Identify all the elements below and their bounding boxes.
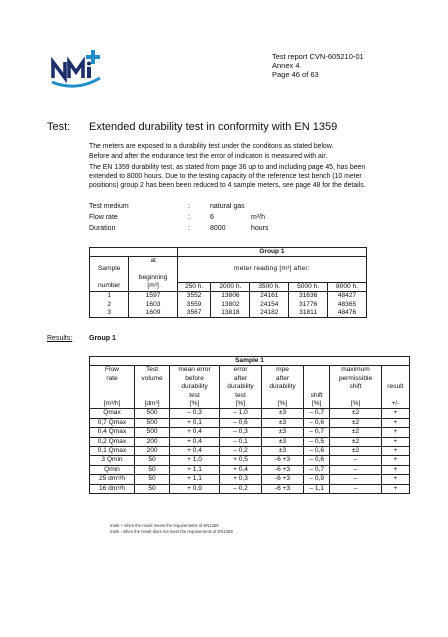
- col-header: +/-: [381, 400, 409, 409]
- col-header: [304, 366, 330, 375]
- cell: +: [381, 437, 409, 446]
- annex-label: Annex 4: [272, 61, 300, 70]
- header-row: [90, 392, 410, 400]
- cell: 1603: [129, 301, 177, 309]
- col-header: permissible: [330, 375, 381, 383]
- param-colon: :: [188, 214, 190, 221]
- cell: 31811: [289, 309, 328, 318]
- header-row: [90, 375, 410, 383]
- col-header: [330, 392, 381, 400]
- report-number: Test report CVN-605210-01: [272, 52, 364, 61]
- cell: -6 +3: [262, 465, 304, 474]
- cell: – 0,6: [304, 418, 330, 427]
- cell: 2: [90, 301, 129, 309]
- col-header: [381, 366, 409, 375]
- nmi-logo: [48, 48, 110, 94]
- cell: – 0,9: [304, 475, 330, 484]
- meter-reading-table: [89, 247, 367, 318]
- paragraph-line: extended to 8000 hours. Due to the testing capacity of the reference test bench (10 meter: [89, 173, 362, 180]
- cell: -6 +3: [262, 484, 304, 493]
- paragraph-line: The EN 1359 durability test, as stated from page 36 up to and including page 45, has been: [89, 164, 366, 171]
- cell: – 0,1: [219, 437, 261, 446]
- table-row: [90, 437, 410, 446]
- cell: +: [381, 484, 409, 493]
- cell: +: [381, 428, 409, 437]
- col-header: Test: [134, 366, 169, 375]
- meter-reading-header: meter reading [m³] after:: [177, 257, 366, 282]
- cell: 0,4 Qmax: [90, 428, 135, 437]
- param-unit: hours: [251, 225, 269, 232]
- col-header: result: [381, 383, 409, 391]
- cell: ±3: [262, 428, 304, 437]
- table-row: [90, 409, 410, 418]
- test-label: Test:: [47, 121, 71, 133]
- cell: 0,2 Qmax: [90, 437, 135, 446]
- paragraph-line: positions) group 2 has been been reduced to 4 sample meters, see page 48 for the details.: [89, 182, 366, 189]
- param-label: Flow rate: [89, 214, 118, 221]
- header-row: [90, 400, 410, 409]
- hour-header: 3500 h.: [250, 282, 289, 291]
- param-value: 8000: [210, 225, 226, 232]
- cell: 24161: [250, 292, 289, 301]
- table-row: [90, 428, 410, 437]
- table-row: [90, 309, 367, 318]
- col-header: test: [219, 392, 261, 400]
- table-row: [90, 418, 410, 427]
- col-header-sample: number: [90, 282, 129, 291]
- hour-header: 8000 h.: [328, 282, 367, 291]
- cell: 200: [134, 447, 169, 456]
- paragraph-line: Before and after the endurance test the error of indicaton is measured with air.: [89, 153, 328, 160]
- cell: Qmax: [90, 409, 135, 418]
- cell: 200: [134, 437, 169, 446]
- page-number: Page 46 of 63: [272, 70, 319, 79]
- cell: – 0,2: [219, 484, 261, 493]
- cell: – 0,5: [304, 437, 330, 446]
- cell: 13806: [211, 292, 250, 301]
- cell: – 1,1: [304, 484, 330, 493]
- group-label: Group 1: [89, 335, 116, 342]
- table-row: [90, 456, 410, 465]
- col-header: [134, 383, 169, 391]
- cell: 3 Qmin: [90, 456, 135, 465]
- cell: + 0,4: [170, 437, 220, 446]
- cell: – 1,0: [219, 409, 261, 418]
- cell: ±2: [330, 428, 381, 437]
- col-header-sample: Sample: [90, 257, 129, 274]
- cell: 50: [134, 475, 169, 484]
- cell: 0,7 Qmax: [90, 418, 135, 427]
- cell: ±2: [330, 447, 381, 456]
- note-line: mark + when the result meets the requirements of EN1359: [110, 523, 219, 528]
- cell: 50: [134, 465, 169, 474]
- col-header: durability: [219, 383, 261, 391]
- cell: 3: [90, 309, 129, 318]
- cell: 24154: [250, 301, 289, 309]
- cell: + 1,0: [170, 456, 220, 465]
- col-header: maximum: [330, 366, 381, 375]
- col-header: [304, 383, 330, 391]
- cell: +: [381, 409, 409, 418]
- cell: + 0,3: [219, 475, 261, 484]
- col-header: Flow: [90, 366, 135, 375]
- cell: + 1,1: [170, 475, 220, 484]
- test-title: Extended durability test in conformity with EN 1359: [89, 121, 338, 133]
- col-header: [134, 392, 169, 400]
- cell: –: [330, 484, 381, 493]
- cell: ±3: [262, 447, 304, 456]
- sample-header: Sample 1: [90, 357, 410, 366]
- cell: 24182: [250, 309, 289, 318]
- cell: + 0,9: [170, 484, 220, 493]
- group-header: Group 1: [177, 248, 366, 257]
- cell: + 0,4: [170, 447, 220, 456]
- col-header: [%]: [330, 400, 381, 409]
- col-header-begin: [m³]: [129, 282, 177, 291]
- cell: 0,1 Qmax: [90, 447, 135, 456]
- cell: 1: [90, 292, 129, 301]
- cell: 3567: [177, 309, 211, 318]
- col-header: [90, 383, 135, 391]
- cell: – 0,6: [304, 456, 330, 465]
- param-label: Test medium: [89, 203, 129, 210]
- table-row: [90, 484, 410, 493]
- param-colon: :: [188, 203, 190, 210]
- cell: + 0,1: [170, 418, 220, 427]
- table-row: [90, 447, 410, 456]
- cell: + 0,4: [170, 428, 220, 437]
- cell: – 0,6: [219, 418, 261, 427]
- cell: 48365: [328, 301, 367, 309]
- cell: – 0,6: [304, 447, 330, 456]
- col-header-begin: at: [129, 257, 177, 274]
- results-label: Results:: [47, 335, 73, 342]
- cell: –: [330, 475, 381, 484]
- cell: 1597: [129, 292, 177, 301]
- cell: ±3: [262, 418, 304, 427]
- cell: 500: [134, 409, 169, 418]
- cell: 13818: [211, 309, 250, 318]
- cell: ±3: [262, 437, 304, 446]
- col-header: shift: [304, 392, 330, 400]
- cell: – 0,3: [170, 409, 220, 418]
- col-header: [dm³]: [134, 400, 169, 409]
- cell: –: [330, 465, 381, 474]
- cell: 25 dm³/h: [90, 475, 135, 484]
- col-header: [381, 375, 409, 383]
- cell: 500: [134, 418, 169, 427]
- col-header: [%]: [170, 400, 220, 409]
- cell: + 0,5: [219, 456, 261, 465]
- hour-header: 250 h.: [177, 282, 211, 291]
- header-row: [90, 383, 410, 391]
- cell: 1609: [129, 309, 177, 318]
- col-header: mean error: [170, 366, 220, 375]
- param-value: natural gas: [210, 203, 245, 210]
- hour-header: 2000 h.: [211, 282, 250, 291]
- col-header: [381, 392, 409, 400]
- col-header: after: [219, 375, 261, 383]
- col-header: [m³/h]: [90, 400, 135, 409]
- col-header-begin: beginning: [129, 274, 177, 282]
- col-header: test: [170, 392, 220, 400]
- cell: – 0,2: [219, 447, 261, 456]
- cell: 3552: [177, 292, 211, 301]
- cell: +: [381, 465, 409, 474]
- cell: 48427: [328, 292, 367, 301]
- cell: 16 dm³/h: [90, 484, 135, 493]
- cell: ±2: [330, 437, 381, 446]
- param-label: Duration: [89, 225, 116, 232]
- cell: +: [381, 418, 409, 427]
- cell: + 0,4: [219, 465, 261, 474]
- cell: – 0,7: [304, 465, 330, 474]
- cell: –: [330, 456, 381, 465]
- col-header: volume: [134, 375, 169, 383]
- note-line: mark - when the result does not meet the requirements of EN1359: [110, 529, 233, 534]
- col-header: [%]: [219, 400, 261, 409]
- cell: 13802: [211, 301, 250, 309]
- cell: + 1,1: [170, 465, 220, 474]
- cell: 31776: [289, 301, 328, 309]
- cell: Qmin: [90, 465, 135, 474]
- param-unit: m³/h: [251, 214, 265, 221]
- results-table: [89, 356, 410, 494]
- cell: 50: [134, 456, 169, 465]
- col-header: [%]: [262, 400, 304, 409]
- col-header: durability: [170, 383, 220, 391]
- cell: 500: [134, 428, 169, 437]
- cell: +: [381, 475, 409, 484]
- col-header: [262, 392, 304, 400]
- hour-header: 5000 h.: [289, 282, 328, 291]
- col-header: [304, 375, 330, 383]
- cell: -6 +3: [262, 456, 304, 465]
- cell: – 0,3: [219, 428, 261, 437]
- header-row: [90, 366, 410, 375]
- cell: – 0,7: [304, 428, 330, 437]
- cell: – 0,7: [304, 409, 330, 418]
- cell: 50: [134, 484, 169, 493]
- cell: ±2: [330, 409, 381, 418]
- table-row: [90, 475, 410, 484]
- col-header: shift: [330, 383, 381, 391]
- col-header: before: [170, 375, 220, 383]
- cell: 3559: [177, 301, 211, 309]
- col-header: mpe: [262, 366, 304, 375]
- col-header: rate: [90, 375, 135, 383]
- cell: +: [381, 447, 409, 456]
- table-row: [90, 465, 410, 474]
- col-header: after: [262, 375, 304, 383]
- col-header: [%]: [304, 400, 330, 409]
- table-row: [90, 292, 367, 301]
- cell: -6 +3: [262, 475, 304, 484]
- cell: 48476: [328, 309, 367, 318]
- cell: ±2: [330, 418, 381, 427]
- param-colon: :: [188, 225, 190, 232]
- cell: ±3: [262, 409, 304, 418]
- table-row: [90, 301, 367, 309]
- col-header: durability: [262, 383, 304, 391]
- paragraph-line: The meters are exposed to a durability test under the conditons as stated below.: [89, 143, 334, 150]
- cell: +: [381, 456, 409, 465]
- col-header: error: [219, 366, 261, 375]
- param-value: 6: [210, 214, 214, 221]
- col-header: [90, 392, 135, 400]
- cell: 31636: [289, 292, 328, 301]
